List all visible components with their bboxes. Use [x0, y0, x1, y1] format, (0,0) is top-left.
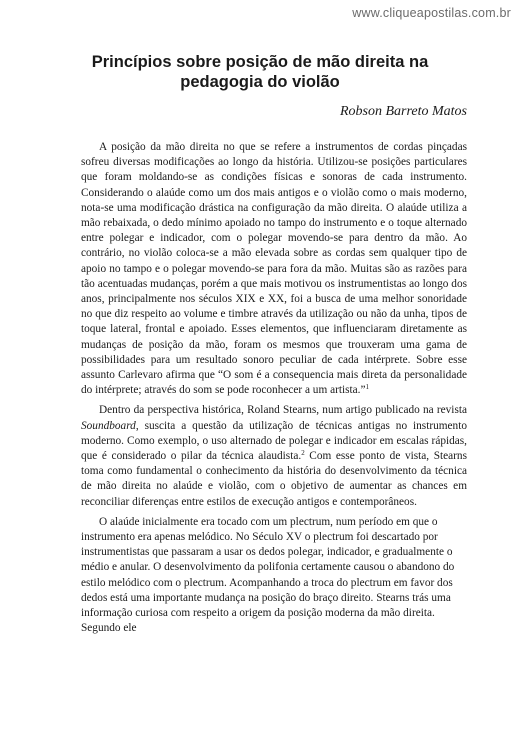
website-watermark: www.cliqueapostilas.com.br: [352, 6, 511, 20]
paragraph-2: [81, 403, 467, 509]
paragraph-2-text-b: , suscita a questão da utilização de técnicas antigas no instrumento moderno. Como exemplo, o uso alternado de polegar e indicador em escalas rápidas, que é considerado o pilar da técnica alaudista.: [81, 419, 467, 463]
paragraph-3: O alaúde inicialmente era tocado com um plectrum, num período em que o instrumento era apenas melódico. No Século XV o plectrum foi descartado por instrumentistas que passaram a usar os dedos polegar, indicador, e gradualmente o médio e anular. O desenvolvimento da polifonia certamente causou o abandono do estilo melódico com o plectrum. Acompanhando a troca do plectrum em favor dos dedos está uma importante mudança na posição do braço direito. Stearns trás uma informação curiosa com respeito a origem da posição moderna da mão direita. Segundo ele: [81, 515, 455, 635]
paragraph-2-text-a: Dentro da perspectiva histórica, Roland Stearns, num artigo publicado na revista: [99, 404, 467, 417]
article-body: [81, 140, 467, 642]
title-line-1: Princípios sobre posição de mão direita na: [91, 53, 429, 71]
footnote-ref-2: 2: [301, 449, 305, 458]
title-line-2: pedagogia do violão: [180, 73, 340, 91]
footnote-ref-1: 1: [365, 383, 370, 392]
journal-name: Soundboard: [81, 419, 136, 432]
paragraph-1-text: A posição da mão direita no que se refere a instrumentos de cordas pinçadas sofreu diversas modificações ao longo da história. Utilizou-se posições particulares que foram moldando-se as condições físicas e sonoras de cada instrumento. Considerando o alaúde como um dos mais antigos e o violão como o mais moderno, nota-se uma modificação drástica na configuração da mão direita. O alaúde utiliza a mão rebaixada, o dedo mínimo apoiado no tampo do instrumento e o toque alternado entre polegar e indicador, com o polegar movendo-se para dentro da mão. Ao contrário, no violão coloca-se a mão elevada sobre as cordas sem qualquer tipo de apoio no tampo e o polegar movendo-se para fora da mão. Muitas são as razões para tão acentuadas mudanças, porém a que mais motivou os instrumentistas ao longo dos anos, principalmente nos séculos XIX e XX, foi a busca de uma melhor sonoridade no que diz respeito ao volume e timbre através da utilização ou não da unha, tipos de toque lateral, frontal e apoiado. Esses elementos, que influenciaram diretamente as mudanças de posição da mão, foram os mesmos que trouxeram uma gama de possibilidades para um resultado sonoro peculiar de cada intérprete. Sobre esse assunto Carlevaro afirma que “O som é a consequencia mais direta da personalidade do intérprete; através do som se pode roconhecer a um artista.”: [81, 141, 467, 397]
author-name: Robson Barreto Matos: [339, 104, 467, 119]
paragraph-2-text-c: Com esse ponto de vista, Stearns toma como fundamental o conhecimento da história do desenvolvimento da técnica de mão direita no alaúde e violão, com o objetivo de aumentar as chances em reconciliar diferenças entre estilos de execução antigos e contemporâneos.: [81, 450, 467, 508]
article-title: [40, 52, 480, 92]
paragraph-1: [81, 140, 467, 398]
